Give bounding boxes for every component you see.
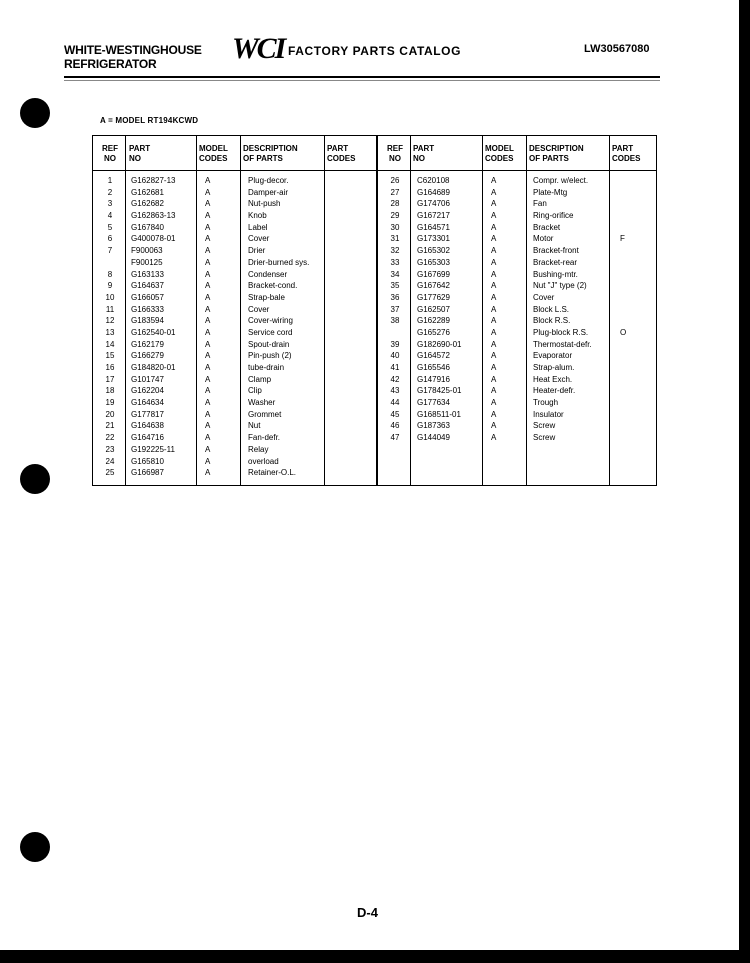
table-cell-model: A bbox=[205, 468, 211, 478]
table-cell-ref: 8 bbox=[107, 269, 113, 279]
table-cell-ref: 3 bbox=[107, 199, 113, 209]
wci-logo: WCI bbox=[232, 32, 285, 65]
table-cell-part: G178425-01 bbox=[417, 386, 462, 396]
table-cell-code bbox=[620, 362, 626, 374]
brand-line1: WHITE-WESTINGHOUSE bbox=[64, 43, 202, 57]
table-cell-code bbox=[620, 350, 626, 362]
table-cell-ref: 6 bbox=[107, 234, 113, 244]
table-cell-model: A bbox=[205, 304, 211, 314]
table-cell-model: A bbox=[491, 374, 497, 384]
table-cell-desc: Grommet bbox=[248, 409, 282, 419]
table-cell-desc: Screw bbox=[533, 421, 556, 431]
table-cell-model: A bbox=[205, 363, 211, 372]
table-cell-part: G182690-01 bbox=[417, 339, 462, 349]
table-cell-part: G162681 bbox=[131, 187, 164, 197]
binder-hole bbox=[20, 832, 50, 862]
table-cell-model: A bbox=[491, 222, 497, 232]
table-cell-model: A bbox=[205, 199, 211, 209]
table-cell-desc: Block R.S. bbox=[533, 316, 571, 326]
table-cell-code bbox=[343, 374, 345, 386]
table-cell-part: G192225-11 bbox=[131, 444, 175, 454]
table-cell-code bbox=[620, 187, 626, 199]
column-model-left bbox=[205, 175, 210, 479]
table-cell-ref: 32 bbox=[390, 246, 400, 256]
table-cell-ref: 39 bbox=[390, 339, 400, 349]
table-cell-model: A bbox=[491, 339, 497, 349]
table-cell-ref: 2 bbox=[107, 187, 113, 197]
table-cell-ref: 1 bbox=[107, 176, 113, 185]
table-cell-model: A bbox=[205, 234, 211, 244]
model-legend: A = MODEL RT194KCWD bbox=[100, 116, 199, 125]
table-cell-code bbox=[343, 444, 345, 456]
table-cell-part: G173301 bbox=[417, 234, 450, 244]
table-cell-code bbox=[343, 222, 345, 234]
table-cell-ref: 26 bbox=[390, 176, 400, 185]
table-cell-desc: Cover bbox=[533, 292, 555, 302]
table-cell-part: G166987 bbox=[131, 468, 164, 478]
table-cell-part: G167217 bbox=[417, 211, 450, 221]
table-cell-desc: Knob bbox=[248, 211, 267, 221]
table-cell-part: G165303 bbox=[417, 257, 450, 267]
table-cell-model: A bbox=[205, 433, 211, 443]
table-cell-model: A bbox=[205, 386, 211, 396]
table-cell-desc: Heat Exch. bbox=[533, 374, 573, 384]
table-cell-part: G144049 bbox=[417, 433, 450, 443]
table-cell-part: G162540-01 bbox=[131, 327, 176, 337]
table-cell-desc: overload bbox=[248, 456, 279, 466]
table-cell-part: G166057 bbox=[131, 292, 164, 302]
table-cell-ref: 14 bbox=[105, 339, 115, 349]
table-cell-ref: 18 bbox=[105, 386, 115, 396]
header-divider bbox=[93, 170, 656, 171]
table-cell-desc: Damper-air bbox=[248, 187, 289, 197]
table-cell-part: G164689 bbox=[417, 187, 450, 197]
table-cell-desc: Condenser bbox=[248, 269, 288, 279]
table-cell-model: A bbox=[205, 339, 211, 349]
table-cell-part: G166279 bbox=[131, 351, 164, 361]
table-cell-ref: 27 bbox=[390, 187, 400, 197]
table-cell-ref: 34 bbox=[390, 269, 400, 279]
table-cell-desc: Compr. w/elect. bbox=[533, 176, 589, 185]
table-cell-ref: 41 bbox=[390, 363, 400, 372]
table-cell-code bbox=[620, 420, 626, 432]
table-cell-code bbox=[343, 269, 345, 281]
table-cell-model: A bbox=[205, 269, 211, 279]
col-divider-center bbox=[376, 136, 378, 485]
table-cell-model: A bbox=[491, 292, 497, 302]
table-cell-code bbox=[343, 385, 345, 397]
table-cell-code bbox=[620, 292, 626, 304]
table-cell-code bbox=[343, 327, 345, 339]
table-cell-part: G177817 bbox=[131, 409, 164, 419]
header-model: MODEL CODES bbox=[199, 144, 228, 163]
table-cell-model: A bbox=[205, 211, 211, 221]
col-divider bbox=[609, 136, 610, 485]
column-ref-left bbox=[96, 175, 124, 479]
col-divider bbox=[240, 136, 241, 485]
table-cell-ref: 10 bbox=[105, 292, 115, 302]
table-cell-desc: Bracket-cond. bbox=[248, 281, 298, 291]
table-cell-ref: 44 bbox=[390, 398, 400, 408]
table-cell-part: G167840 bbox=[131, 222, 164, 232]
header-codes: PART CODES bbox=[612, 144, 641, 163]
table-cell-model: A bbox=[491, 398, 497, 408]
table-cell-ref: 16 bbox=[105, 363, 115, 372]
table-cell-desc: Thermostat-defr. bbox=[533, 339, 592, 349]
table-cell-code bbox=[343, 456, 345, 468]
col-divider bbox=[482, 136, 483, 485]
table-cell-ref: 20 bbox=[105, 409, 115, 419]
table-cell-desc: Insulator bbox=[533, 409, 564, 419]
table-cell-ref bbox=[381, 327, 409, 339]
table-cell-model: A bbox=[491, 304, 497, 314]
table-cell-model: A bbox=[491, 327, 497, 337]
table-cell-ref: 17 bbox=[105, 374, 115, 384]
table-cell-model: A bbox=[491, 281, 497, 291]
column-part-left bbox=[131, 175, 175, 479]
table-cell-ref: 47 bbox=[390, 433, 400, 443]
table-cell-desc: Nut-push bbox=[248, 199, 281, 209]
table-cell-ref: 4 bbox=[107, 211, 113, 221]
table-cell-code bbox=[343, 175, 345, 187]
table-cell-model: A bbox=[491, 257, 497, 267]
table-cell-part: G167699 bbox=[417, 269, 450, 279]
table-cell-desc: Label bbox=[248, 222, 268, 232]
table-cell-ref: 15 bbox=[105, 351, 115, 361]
table-cell-desc: Plug-block R.S. bbox=[533, 327, 589, 337]
table-cell-model: A bbox=[491, 211, 497, 221]
table-cell-part: G163133 bbox=[131, 269, 164, 279]
table-cell-code bbox=[343, 467, 345, 479]
table-cell-ref: 13 bbox=[105, 327, 115, 337]
table-cell-model: A bbox=[491, 234, 497, 244]
parts-table bbox=[92, 135, 657, 486]
header-rule-thin bbox=[64, 80, 660, 81]
table-cell-ref: 42 bbox=[390, 374, 400, 384]
table-cell-desc: Plate-Mtg bbox=[533, 187, 568, 197]
table-cell-model: A bbox=[205, 374, 211, 384]
table-cell-part: G164571 bbox=[417, 222, 450, 232]
table-cell-model: A bbox=[491, 386, 497, 396]
col-divider bbox=[196, 136, 197, 485]
header-ref: REF NO bbox=[102, 144, 118, 163]
table-cell-desc: Ring-orifice bbox=[533, 211, 574, 221]
table-cell-desc: Strap-alum. bbox=[533, 363, 575, 372]
table-cell-desc: Pin-push (2) bbox=[248, 351, 292, 361]
table-cell-part: G162204 bbox=[131, 386, 164, 396]
table-cell-model: A bbox=[491, 421, 497, 431]
table-cell-part: G162827-13 bbox=[131, 176, 176, 185]
table-cell-part: G174706 bbox=[417, 199, 450, 209]
table-cell-model: A bbox=[205, 257, 211, 267]
table-cell-ref: 19 bbox=[105, 398, 115, 408]
table-cell-ref: 35 bbox=[390, 281, 400, 291]
table-cell-ref: 30 bbox=[390, 222, 400, 232]
col-divider bbox=[410, 136, 411, 485]
table-cell-code bbox=[343, 292, 345, 304]
table-cell-part: G162289 bbox=[417, 316, 450, 326]
table-cell-ref: 23 bbox=[105, 444, 115, 454]
table-cell-model: A bbox=[491, 316, 497, 326]
table-cell-code bbox=[620, 222, 626, 234]
table-cell-part: G177634 bbox=[417, 398, 450, 408]
table-cell-part: G162507 bbox=[417, 304, 450, 314]
table-cell-code: O bbox=[620, 327, 627, 337]
table-cell-desc: Motor bbox=[533, 234, 554, 244]
table-cell-desc: Bushing-mtr. bbox=[533, 269, 578, 279]
table-cell-code bbox=[343, 315, 345, 327]
table-cell-ref: 12 bbox=[105, 316, 115, 326]
table-cell-ref: 36 bbox=[390, 292, 400, 302]
table-cell-code bbox=[620, 374, 626, 386]
table-cell-code bbox=[620, 339, 626, 351]
table-cell-desc: Retainer-O.L. bbox=[248, 468, 297, 478]
table-cell-desc: Clip bbox=[248, 386, 262, 396]
table-cell-desc: Screw bbox=[533, 433, 556, 443]
table-cell-code bbox=[343, 233, 345, 245]
table-cell-desc: Fan bbox=[533, 199, 547, 209]
table-cell-model: A bbox=[205, 222, 211, 232]
col-divider bbox=[324, 136, 325, 485]
table-cell-code bbox=[620, 397, 626, 409]
table-cell-ref: 22 bbox=[105, 433, 115, 443]
table-cell-part: G164634 bbox=[131, 398, 164, 408]
table-cell-ref: 11 bbox=[105, 304, 115, 314]
header-part: PART NO bbox=[129, 144, 151, 163]
table-cell-desc: Plug-decor. bbox=[248, 176, 289, 185]
table-cell-desc: Nut "J" type (2) bbox=[533, 281, 587, 291]
table-cell-part: G165302 bbox=[417, 246, 450, 256]
table-cell-code bbox=[620, 245, 626, 257]
table-cell-desc: Bracket-rear bbox=[533, 257, 578, 267]
table-cell-model: A bbox=[491, 187, 497, 197]
table-cell-part: C620108 bbox=[417, 176, 450, 185]
table-cell-part: G165810 bbox=[131, 456, 164, 466]
header-part: PART NO bbox=[413, 144, 435, 163]
header-codes: PART CODES bbox=[327, 144, 356, 163]
table-cell-part: G147916 bbox=[417, 374, 450, 384]
table-cell-model: A bbox=[491, 433, 497, 443]
table-cell-ref: 31 bbox=[390, 234, 400, 244]
col-divider bbox=[125, 136, 126, 485]
table-cell-part: G162179 bbox=[131, 339, 164, 349]
table-cell-ref: 38 bbox=[390, 316, 400, 326]
table-cell-code bbox=[343, 409, 345, 421]
brand-name bbox=[64, 43, 202, 71]
table-cell-part: G165546 bbox=[417, 363, 450, 372]
header-ref: REF NO bbox=[387, 144, 403, 163]
table-cell-ref: 24 bbox=[105, 456, 115, 466]
table-cell-code bbox=[620, 409, 626, 421]
table-cell-desc: Fan-defr. bbox=[248, 433, 281, 443]
table-cell-model: A bbox=[205, 444, 211, 454]
table-cell-ref: 37 bbox=[390, 304, 400, 314]
table-cell-model: A bbox=[205, 409, 211, 419]
table-cell-code bbox=[343, 257, 345, 269]
table-cell-code bbox=[343, 198, 345, 210]
table-cell-code bbox=[620, 304, 626, 316]
table-cell-ref: 40 bbox=[390, 351, 400, 361]
table-cell-part: F900063 bbox=[131, 246, 163, 256]
header-desc: DESCRIPTION OF PARTS bbox=[243, 144, 298, 163]
table-cell-code bbox=[620, 280, 626, 292]
page-number: D-4 bbox=[357, 905, 378, 920]
table-cell-part: G164572 bbox=[417, 351, 450, 361]
brand-line2: REFRIGERATOR bbox=[64, 57, 157, 71]
table-cell-desc: Drier bbox=[248, 246, 266, 256]
table-cell-desc: Cover bbox=[248, 304, 270, 314]
table-cell-part: G164638 bbox=[131, 421, 164, 431]
table-cell-desc: Heater-defr. bbox=[533, 386, 576, 396]
table-cell-model: A bbox=[491, 269, 497, 279]
table-cell-desc: Spout-drain bbox=[248, 339, 290, 349]
table-cell-code bbox=[343, 350, 345, 362]
table-cell-ref bbox=[96, 257, 124, 269]
table-cell-model: A bbox=[205, 292, 211, 302]
table-cell-model: A bbox=[205, 398, 211, 408]
table-cell-ref: 29 bbox=[390, 211, 400, 221]
table-cell-ref: 46 bbox=[390, 421, 400, 431]
table-cell-code bbox=[620, 269, 626, 281]
table-cell-desc: Bracket bbox=[533, 222, 561, 232]
table-cell-code bbox=[343, 280, 345, 292]
table-cell-desc: Washer bbox=[248, 398, 276, 408]
table-cell-model: A bbox=[491, 363, 497, 372]
table-cell-model: A bbox=[491, 199, 497, 209]
table-cell-part: G166333 bbox=[131, 304, 164, 314]
table-cell-model: A bbox=[205, 316, 211, 326]
table-cell-model: A bbox=[491, 246, 497, 256]
table-cell-ref: 28 bbox=[390, 199, 400, 209]
table-cell-desc: Cover-wiring bbox=[248, 316, 293, 326]
column-desc-right bbox=[533, 175, 592, 444]
table-cell-code bbox=[343, 245, 345, 257]
column-desc-left bbox=[248, 175, 309, 479]
table-cell-part: G165276 bbox=[417, 327, 450, 337]
table-cell-desc: Drier-burned sys. bbox=[248, 257, 310, 267]
table-cell-code bbox=[620, 210, 626, 222]
binder-hole bbox=[20, 98, 50, 128]
table-cell-part: G183594 bbox=[131, 316, 164, 326]
table-cell-part: G184820-01 bbox=[131, 363, 176, 372]
table-cell-part: G164637 bbox=[131, 281, 164, 291]
table-cell-desc: Block L.S. bbox=[533, 304, 570, 314]
table-cell-model: A bbox=[205, 281, 211, 291]
table-cell-ref: 7 bbox=[107, 246, 113, 256]
table-cell-desc: tube-drain bbox=[248, 363, 285, 372]
table-cell-ref: 45 bbox=[390, 409, 400, 419]
table-cell-code bbox=[343, 362, 345, 374]
table-cell-ref: 9 bbox=[107, 281, 113, 291]
table-cell-code bbox=[620, 198, 626, 210]
table-cell-ref: 5 bbox=[107, 222, 113, 232]
table-cell-desc: Cover bbox=[248, 234, 270, 244]
binder-hole bbox=[20, 464, 50, 494]
table-cell-model: A bbox=[491, 409, 497, 419]
table-cell-desc: Bracket-front bbox=[533, 246, 579, 256]
table-cell-part: G400078-01 bbox=[131, 234, 176, 244]
table-cell-code bbox=[620, 175, 626, 187]
table-cell-desc: Strap-bale bbox=[248, 292, 285, 302]
table-cell-ref: 25 bbox=[105, 468, 115, 478]
table-cell-part: G162682 bbox=[131, 199, 164, 209]
table-cell-part: G164716 bbox=[131, 433, 164, 443]
table-cell-code bbox=[343, 304, 345, 316]
table-cell-code bbox=[343, 397, 345, 409]
document-number: LW30567080 bbox=[584, 43, 650, 55]
table-cell-model: A bbox=[205, 456, 211, 466]
table-cell-model: A bbox=[491, 351, 497, 361]
column-part-right bbox=[417, 175, 461, 444]
header-model: MODEL CODES bbox=[485, 144, 514, 163]
table-cell-model: A bbox=[205, 187, 211, 197]
col-divider bbox=[526, 136, 527, 485]
table-cell-part: F900125 bbox=[131, 257, 163, 267]
table-cell-desc: Trough bbox=[533, 398, 559, 408]
table-cell-code bbox=[620, 257, 626, 269]
table-cell-code bbox=[343, 339, 345, 351]
table-cell-code bbox=[620, 385, 626, 397]
table-cell-part: G101747 bbox=[131, 374, 164, 384]
table-cell-desc: Relay bbox=[248, 444, 269, 454]
table-cell-code bbox=[343, 187, 345, 199]
table-cell-model: A bbox=[205, 327, 211, 337]
column-codes-left bbox=[343, 175, 345, 479]
table-cell-ref: 21 bbox=[105, 421, 115, 431]
table-cell-model: A bbox=[205, 246, 211, 256]
table-cell-model: A bbox=[205, 421, 211, 431]
table-cell-ref: 33 bbox=[390, 257, 400, 267]
table-cell-ref: 43 bbox=[390, 386, 400, 396]
column-ref-right bbox=[381, 175, 409, 444]
table-cell-code bbox=[343, 432, 345, 444]
header-rule bbox=[64, 76, 660, 78]
table-cell-desc: Evaporator bbox=[533, 351, 573, 361]
table-cell-desc: Nut bbox=[248, 421, 261, 431]
column-model-right bbox=[491, 175, 496, 444]
table-cell-code bbox=[343, 210, 345, 222]
table-cell-part: G167642 bbox=[417, 281, 450, 291]
header-desc: DESCRIPTION OF PARTS bbox=[529, 144, 584, 163]
table-cell-code: F bbox=[620, 234, 625, 244]
table-cell-part: G187363 bbox=[417, 421, 450, 431]
table-cell-part: G177629 bbox=[417, 292, 450, 302]
table-cell-code bbox=[620, 432, 626, 444]
catalog-title: FACTORY PARTS CATALOG bbox=[288, 44, 462, 58]
table-cell-model: A bbox=[205, 176, 211, 185]
table-cell-code bbox=[343, 420, 345, 432]
table-cell-desc: Service cord bbox=[248, 327, 293, 337]
table-cell-desc: Clamp bbox=[248, 374, 272, 384]
table-cell-part: G162863-13 bbox=[131, 211, 176, 221]
table-cell-code bbox=[620, 315, 626, 327]
table-cell-model: A bbox=[205, 351, 211, 361]
table-cell-model: A bbox=[491, 176, 497, 185]
table-cell-part: G168511-01 bbox=[417, 409, 461, 419]
column-codes-right bbox=[620, 175, 626, 444]
